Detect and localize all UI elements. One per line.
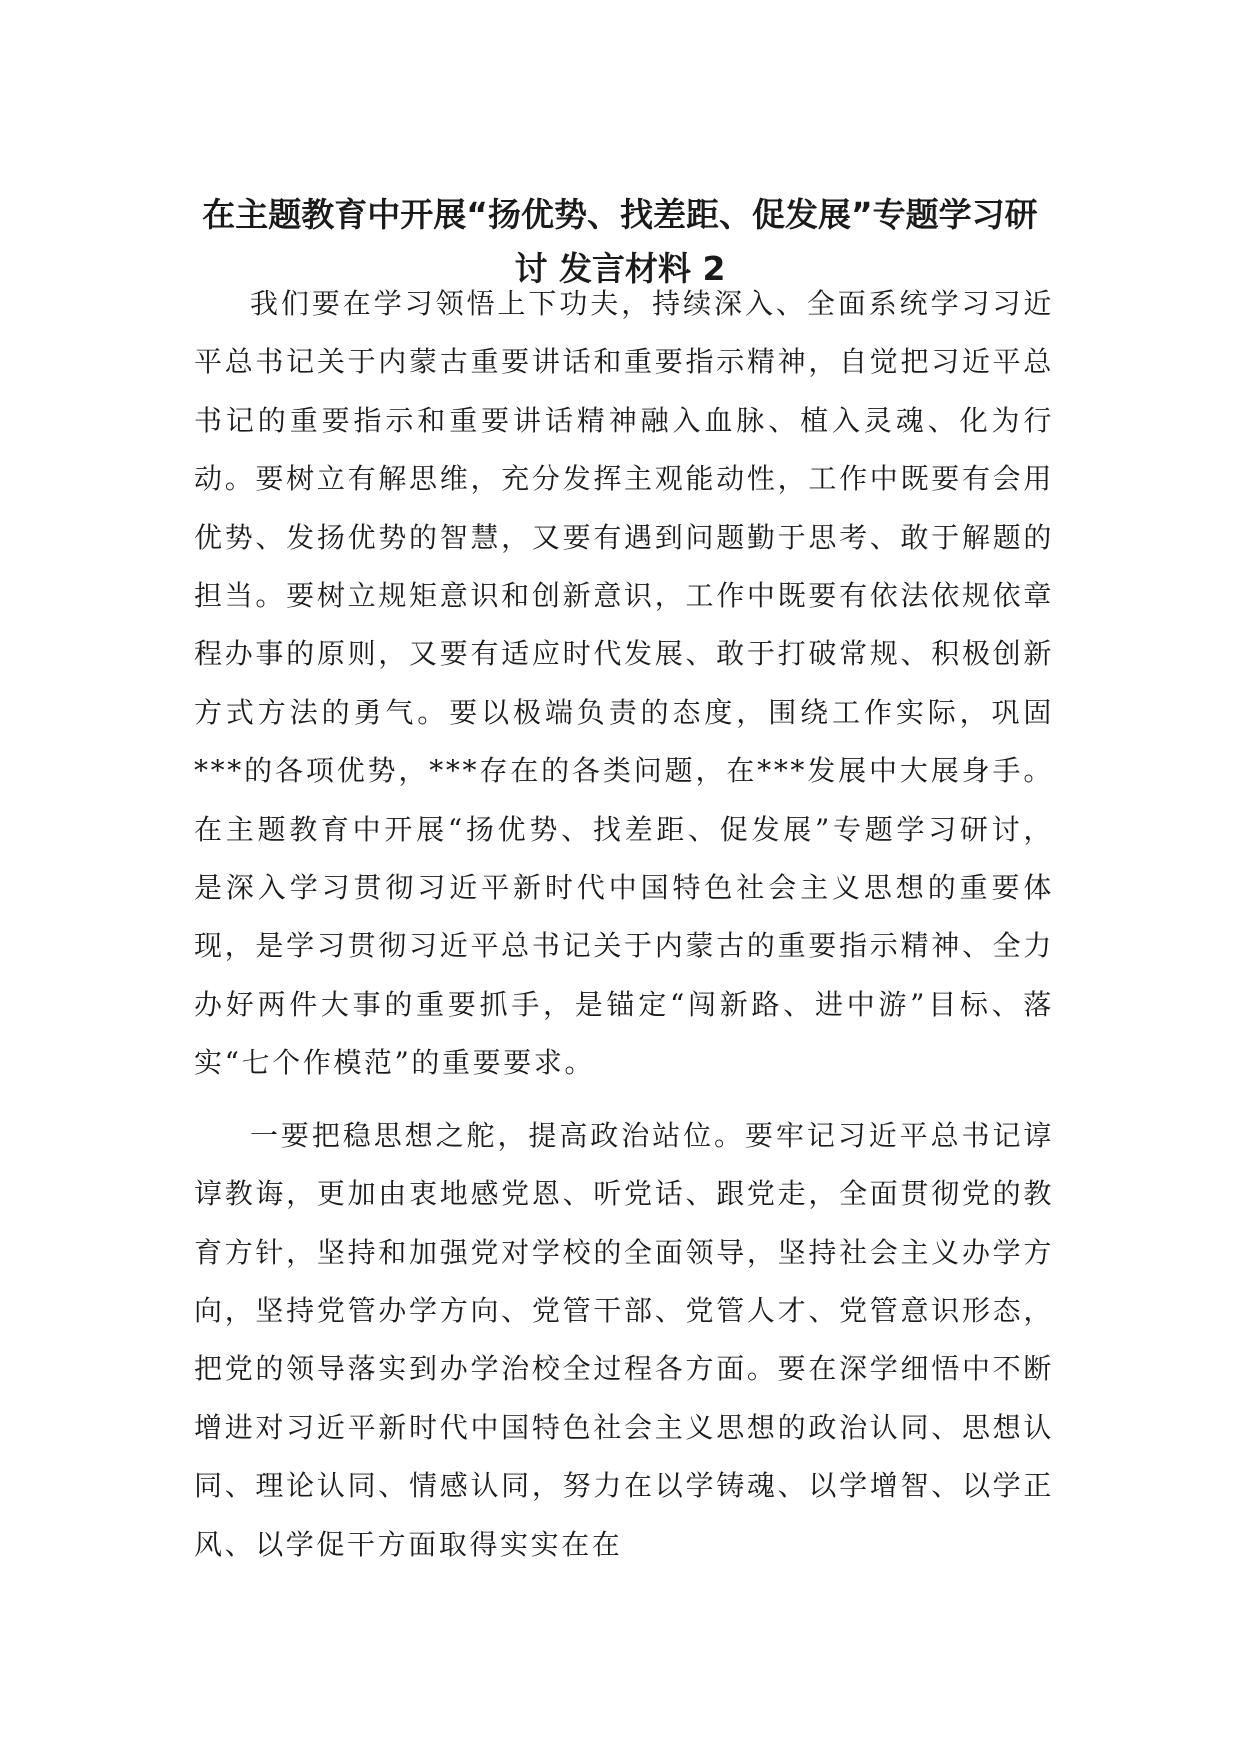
paragraph-2: 一要把稳思想之舵，提高政治站位。要牢记习近平总书记谆谆教诲，更加由衷地感党恩、听党话、跟党走，全面贯彻党的教育方针，坚持和加强党对学校的全面领导，坚持社会主义办学方向，坚持党管办学方向、党管干部、党管人才、党管意识形态，把党的领导落实到办学治校全过程各方面。要在深学细悟中不断增进对习近平新时代中国特色社会主义思想的政治认同、思想认同、理论认同、情感认同，努力在以学铸魂、以学增智、以学正风、以学促干方面取得实实在在: [194, 1118, 1054, 1561]
document-title-line-1: 在主题教育中开展“扬优势、找差距、促发展”专题学习研: [202, 195, 1038, 234]
document-body: [194, 275, 1054, 1588]
paragraph-1: 我们要在学习领悟上下功夫，持续深入、全面系统学习习近平总书记关于内蒙古重要讲话和重要指示精神，自觉把习近平总书记的重要指示和重要讲话精神融入血脉、植入灵魂、化为行动。要树立有解思维，充分发挥主观能动性，工作中既要有会用优势、发扬优势的智慧，又要有遇到问题勤于思考、敢于解题的担当。要树立规矩意识和创新意识，工作中既要有依法依规依章程办事的原则，又要有适应时代发展、敢于打破常规、积极创新方式方法的勇气。要以极端负责的态度，围绕工作实际，巩固***的各项优势，***存在的各类问题，在***发展中大展身手。在主题教育中开展“扬优势、找差距、促发展”专题学习研讨，是深入学习贯彻习近平新时代中国特色社会主义思想的重要体现，是学习贯彻习近平总书记关于内蒙古的重要指示精神、全力办好两件大事的重要抓手，是锚定“闯新路、进中游”目标、落实“七个作模范”的重要要求。: [194, 287, 1054, 1080]
document-title-line-2: 讨 发言材料 2: [514, 249, 726, 288]
